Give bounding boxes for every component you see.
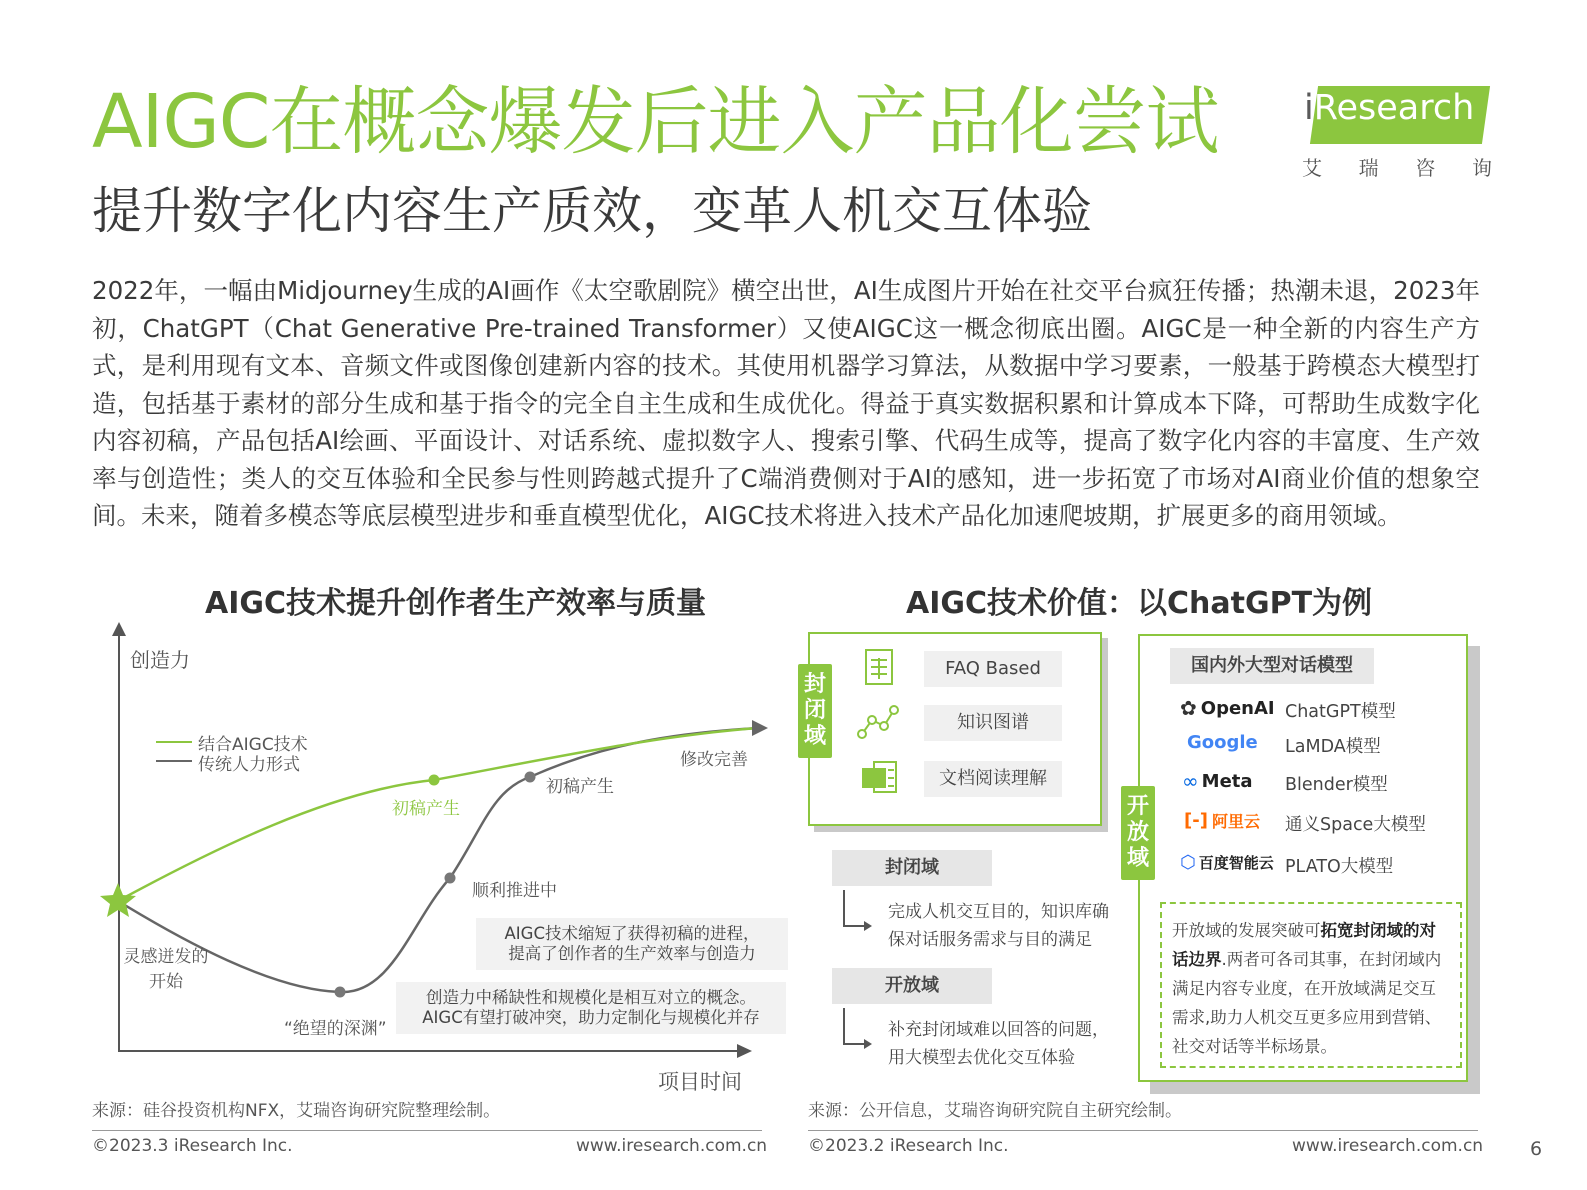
despair-point — [335, 987, 346, 998]
progress-point — [445, 873, 456, 884]
open-domain-summary: 开放域的发展突破可拓宽封闭域的对话边界.两者可各司其事，在封闭域内满足内容专业度，在开放域满足交互需求,助力人机交互更多应用到营销、社交对话等半标场景。 — [1160, 902, 1462, 1068]
progress-label: 顺利推进中 — [472, 881, 557, 901]
baidu-cloud-icon: ⬡ — [1180, 852, 1196, 873]
footer-copyright-right: ©2023.2 iResearch Inc. — [808, 1136, 1009, 1156]
logo-char: 询 — [1471, 156, 1492, 180]
docx-icon — [860, 760, 900, 796]
plato-model: PLATO大模型 — [1285, 857, 1394, 877]
x-axis-label: 项目时间 — [658, 1070, 742, 1094]
openai-icon: ✿ — [1180, 696, 1197, 720]
left-source: 来源：硅谷投资机构NFX，艾瑞咨询研究院整理绘制。 — [92, 1101, 501, 1121]
meta-brand: ∞ Meta — [1182, 769, 1253, 793]
open-arrow-icon — [838, 1006, 878, 1054]
open-domain-header: 开放域 — [832, 968, 992, 1004]
footer-divider-left — [92, 1130, 762, 1131]
revise-label: 修改完善 — [680, 750, 748, 770]
blender-model: Blender模型 — [1285, 775, 1388, 795]
openai-brand: ✿ OpenAI — [1180, 696, 1275, 720]
body-paragraph: 2022年，一幅由Midjourney生成的AI画作《太空歌剧院》横空出世，AI生成图片开始在社交平台疯狂传播；热潮未退，2023年初，ChatGPT（Chat Generative Pre-trained Transformer）又使AIGC这一概念彻底出圈。AIGC是一种全新的内容生产方式，是利用现有文本、音频文件或图像创建新内容的技术。其使用机器学习算法，从数据中学习要素，一般基于跨模态大模型打造，包括基于素材的部分生成和基于指令的完全自主生成和生成优化。得益于真实数据积累和计算成本下降，可帮助生成数字化内容初稿，产品包括AI绘画、平面设计、对话系统、虚拟数字人、搜索引擎、代码生成等，提高了数字化内容的丰富度、生产效率与创造性；类人的交互体验和全民参与性则跨越式提升了C端消费侧对于AI的感知，进一步拓宽了市场对AI商业价值的想象空间。未来，随着多模态等底层模型进步和垂直模型优化，AIGC技术将进入技术产品化加速爬坡期，扩展更多的商用领域。 — [92, 276, 1480, 530]
page-subtitle: 提升数字化内容生产质效，变革人机交互体验 — [92, 182, 1092, 240]
draft-green-point — [429, 775, 440, 786]
models-header: 国内外大型对话模型 — [1170, 648, 1374, 684]
doc-reading-pill: 文档阅读理解 — [924, 761, 1062, 797]
footer-divider-right — [808, 1130, 1478, 1131]
open-domain-desc: 补充封闭域难以回答的问题， 用大模型去优化交互体验 — [888, 1020, 1109, 1068]
tongyi-model: 通义Space大模型 — [1285, 815, 1426, 835]
google-brand: Google — [1187, 732, 1258, 753]
logo-char: 艾 — [1302, 156, 1322, 180]
aliyun-icon: [-] — [1184, 810, 1208, 831]
closed-domain-desc: 完成人机交互目的，知识库确 保对话服务需求与目的满足 — [888, 902, 1109, 950]
knowledge-graph-icon — [856, 704, 900, 740]
logo-char: 咨 — [1415, 156, 1436, 180]
logo-char: 瑞 — [1358, 156, 1379, 180]
closed-domain-header: 封闭域 — [832, 850, 992, 886]
curve-arrow — [752, 720, 768, 736]
x-axis-arrow — [737, 1044, 752, 1058]
y-axis-label: 创造力 — [130, 648, 190, 672]
footer-url-right: www.iresearch.com.cn — [1292, 1136, 1484, 1156]
chart-note-1: AIGC技术缩短了获得初稿的进程， 提高了创作者的生产效率与创造力 — [476, 918, 788, 970]
page-title: AIGC在概念爆发后进入产品化尝试 — [92, 79, 1219, 165]
baidu-brand: ⬡ 百度智能云 — [1180, 852, 1274, 873]
closed-domain-tab: 封 闭 域 — [798, 664, 832, 758]
legend-traditional: 传统人力形式 — [198, 755, 300, 775]
draft-green-label: 初稿产生 — [392, 799, 460, 819]
left-chart-title: AIGC技术提升创作者生产效率与质量 — [205, 586, 707, 621]
footer-url-left: www.iresearch.com.cn — [576, 1136, 768, 1156]
draft-gray-label: 初稿产生 — [546, 777, 614, 797]
draft-gray-point — [525, 772, 536, 783]
iresearch-logo — [1300, 82, 1490, 178]
chart-note-2: 创造力中稀缺性和规模化是相互对立的概念。 AIGC有望打破冲突，助力定制化与规模化并存 — [396, 982, 786, 1034]
start-label: 灵感迸发的 开始 — [123, 947, 209, 992]
legend-aigc: 结合AIGC技术 — [198, 735, 308, 755]
logo-i: i — [1304, 88, 1314, 128]
footer-copyright-left: ©2023.3 iResearch Inc. — [92, 1136, 293, 1156]
logo-text: Research — [1313, 88, 1475, 128]
open-domain-tab: 开 放 域 — [1121, 786, 1155, 880]
despair-label: “绝望的深渊” — [284, 1019, 387, 1039]
right-panel-title: AIGC技术价值：以ChatGPT为例 — [906, 586, 1373, 621]
knowledge-graph-pill: 知识图谱 — [924, 705, 1062, 741]
spreadsheet-icon — [862, 648, 898, 688]
y-axis-arrow — [112, 622, 126, 636]
right-source: 来源：公开信息，艾瑞咨询研究院自主研究绘制。 — [808, 1101, 1182, 1121]
lamda-model: LaMDA模型 — [1285, 737, 1381, 757]
closed-arrow-icon — [838, 888, 878, 936]
aliyun-brand: [-] 阿里云 — [1184, 810, 1260, 831]
chatgpt-model: ChatGPT模型 — [1285, 702, 1396, 722]
meta-icon: ∞ — [1182, 769, 1199, 793]
faq-based-pill: FAQ Based — [924, 651, 1062, 687]
page-number: 6 — [1530, 1138, 1543, 1160]
